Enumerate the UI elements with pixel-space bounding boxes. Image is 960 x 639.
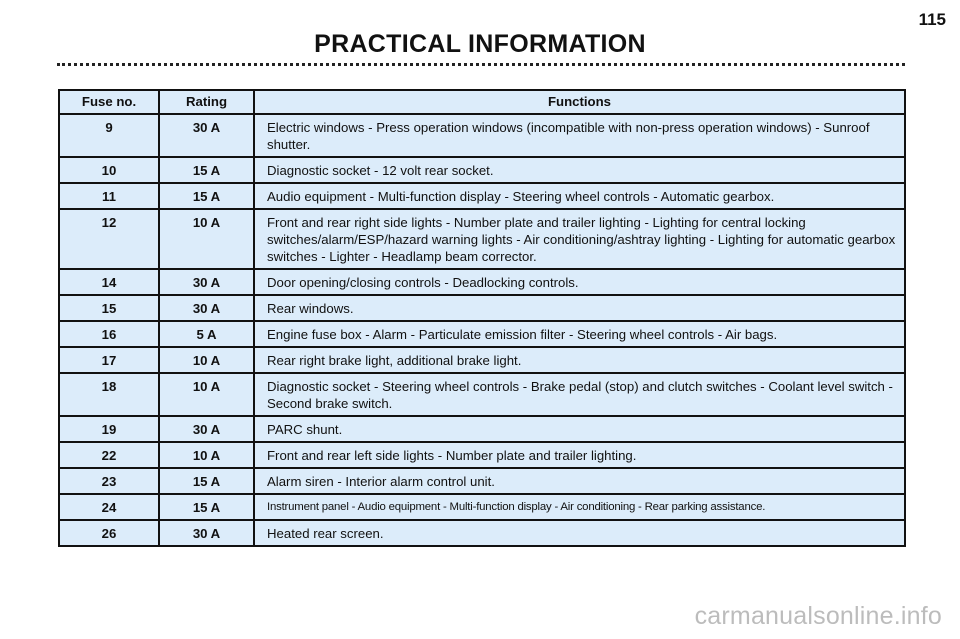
fuse-number: 26 <box>59 520 159 546</box>
page-title: PRACTICAL INFORMATION <box>314 30 646 58</box>
table-row <box>59 269 905 295</box>
table-row <box>59 520 905 546</box>
fuse-rating: 30 A <box>159 520 254 546</box>
fuse-functions: Door opening/closing controls - Deadlocking controls. <box>254 269 905 295</box>
fuse-number: 16 <box>59 321 159 347</box>
fuse-functions: Audio equipment - Multi-function display - Steering wheel controls - Automatic gearbox. <box>254 183 905 209</box>
fuse-rating: 15 A <box>159 183 254 209</box>
table-row <box>59 442 905 468</box>
fuse-number: 10 <box>59 157 159 183</box>
table-row <box>59 209 905 269</box>
table-row <box>59 494 905 520</box>
fuse-rating: 15 A <box>159 468 254 494</box>
fuse-table <box>58 89 906 547</box>
fuse-number: 19 <box>59 416 159 442</box>
table-row <box>59 295 905 321</box>
fuse-number: 11 <box>59 183 159 209</box>
fuse-number: 24 <box>59 494 159 520</box>
fuse-number: 22 <box>59 442 159 468</box>
fuse-functions: Diagnostic socket - Steering wheel controls - Brake pedal (stop) and clutch switches - Coolant level switch - Second brake switch. <box>254 373 905 416</box>
table-row <box>59 347 905 373</box>
fuse-rating: 10 A <box>159 347 254 373</box>
fuse-rating: 10 A <box>159 442 254 468</box>
table-row <box>59 468 905 494</box>
fuse-functions: Alarm siren - Interior alarm control unit. <box>254 468 905 494</box>
fuse-number: 9 <box>59 114 159 157</box>
fuse-number: 18 <box>59 373 159 416</box>
fuse-functions: Rear right brake light, additional brake light. <box>254 347 905 373</box>
table-row <box>59 321 905 347</box>
fuse-rating: 30 A <box>159 114 254 157</box>
table-row <box>59 114 905 157</box>
table-row <box>59 157 905 183</box>
title-divider <box>57 63 905 66</box>
fuse-rating: 10 A <box>159 373 254 416</box>
header-functions: Functions <box>254 90 905 114</box>
fuse-number: 12 <box>59 209 159 269</box>
header-fuse-no: Fuse no. <box>59 90 159 114</box>
table-header-row <box>59 90 905 114</box>
fuse-rating: 30 A <box>159 295 254 321</box>
fuse-rating: 5 A <box>159 321 254 347</box>
fuse-functions: Heated rear screen. <box>267 526 384 541</box>
fuse-functions: Front and rear left side lights - Number plate and trailer lighting. <box>254 442 905 468</box>
header-rating: Rating <box>159 90 254 114</box>
fuse-rating: 10 A <box>159 209 254 269</box>
table-row <box>59 183 905 209</box>
fuse-functions: Instrument panel - Audio equipment - Multi-function display - Air conditioning - Rear parking assistance. <box>254 494 905 520</box>
fuse-functions: PARC shunt. <box>254 416 905 442</box>
fuse-rating: 15 A <box>159 157 254 183</box>
fuse-number: 14 <box>59 269 159 295</box>
fuse-number: 23 <box>59 468 159 494</box>
fuse-rating: 30 A <box>159 416 254 442</box>
page-number: 115 <box>918 10 946 29</box>
fuse-functions: Engine fuse box - Alarm - Particulate emission filter - Steering wheel controls - Air bags. <box>254 321 905 347</box>
fuse-rating: 15 A <box>159 494 254 520</box>
fuse-functions: Front and rear right side lights - Number plate and trailer lighting - Lighting for central locking switches/alarm/ESP/hazard warning lights - Air conditioning/ashtray lighting - Lighting for automatic gearbox switches - Lighter - Headlamp beam corrector. <box>254 209 905 269</box>
table-row <box>59 416 905 442</box>
table-row <box>59 373 905 416</box>
watermark: carmanualsonline.info <box>694 602 942 630</box>
fuse-functions: Diagnostic socket - 12 volt rear socket. <box>254 157 905 183</box>
fuse-rating: 30 A <box>159 269 254 295</box>
fuse-number: 15 <box>59 295 159 321</box>
fuse-functions: Rear windows. <box>254 295 905 321</box>
fuse-number: 17 <box>59 347 159 373</box>
fuse-functions: Electric windows - Press operation windows (incompatible with non-press operation windows) - Sunroof shutter. <box>254 114 905 157</box>
